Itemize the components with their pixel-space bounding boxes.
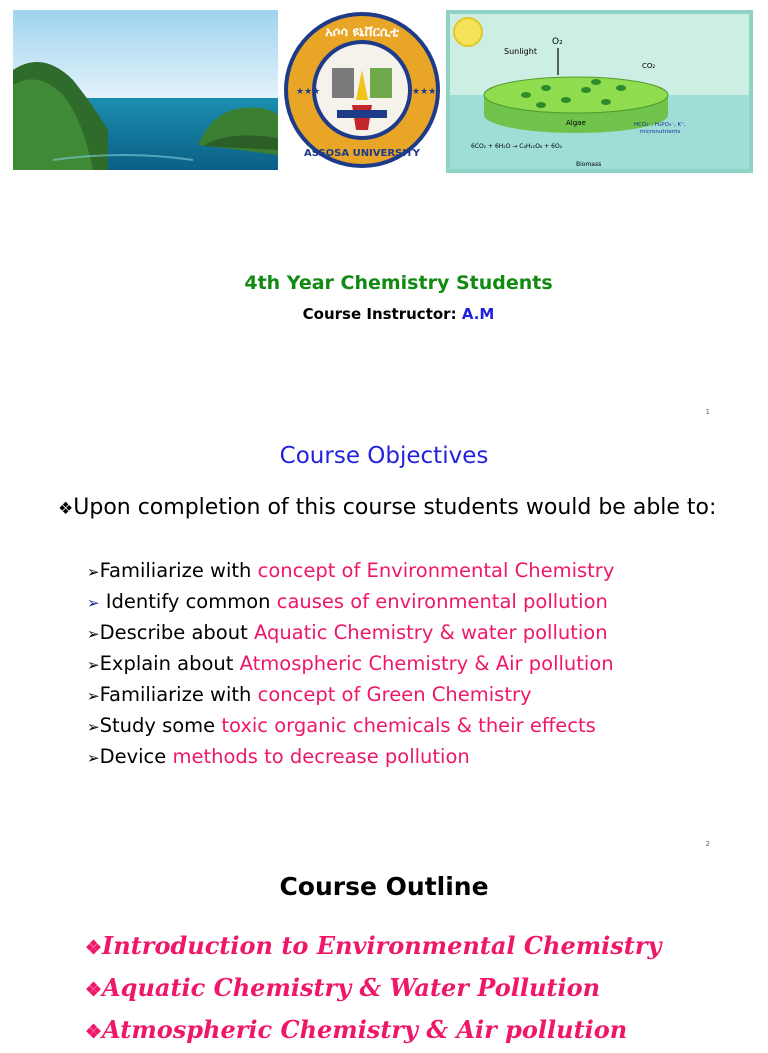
objective-highlight: concept of Green Chemistry [257,683,532,706]
objective-item [87,648,747,679]
algae-photosynthesis-diagram [446,10,753,173]
objective-prefix: Identify common [99,590,277,613]
course-instructor-line [0,305,768,323]
objective-item [87,741,747,772]
outline-item-text: Atmospheric Chemistry & Air pollution [102,1015,628,1044]
objective-highlight: Aquatic Chemistry & water pollution [253,621,608,644]
svg-text:Algae: Algae [566,119,586,127]
outline-item-text: Aquatic Chemistry & Water Pollution [102,973,601,1002]
diamond-bullet-icon: ❖ [85,979,103,1001]
objective-prefix: Explain about [99,652,240,675]
objective-item [87,586,747,617]
svg-text:★★★: ★★★ [296,87,321,97]
course-objectives-heading: Course Objectives [279,443,489,469]
svg-text:CO₂: CO₂ [642,62,656,70]
objective-highlight: methods to decrease pollution [172,745,470,768]
objective-item [87,679,747,710]
objective-highlight: causes of environmental pollution [276,590,608,613]
arrow-bullet-icon: ➢ [87,749,100,767]
svg-text:Sunlight: Sunlight [504,47,537,56]
objective-highlight: concept of Environmental Chemistry [257,559,615,582]
objective-item [87,617,747,648]
svg-text:አሶሳ ዩኒቨርሲቲ: አሶሳ ዩኒቨርሲቲ [325,25,399,40]
arrow-bullet-icon: ➢ [87,656,100,674]
objective-prefix: Study some [99,714,222,737]
arrow-bullet-icon: ➢ [87,594,100,612]
arrow-bullet-icon: ➢ [87,625,100,643]
arrow-bullet-icon: ➢ [87,718,100,736]
svg-text:micronutrients: micronutrients [640,129,681,135]
svg-text:★★★: ★★★ [412,87,437,97]
diamond-bullet-icon: ❖ [58,499,74,519]
svg-text:HCO₃⁻, H₂PO₄⁻, K⁺,: HCO₃⁻, H₂PO₄⁻, K⁺, [634,122,686,128]
instructor-label: Course Instructor: [302,305,457,323]
objectives-intro [58,495,718,522]
objective-prefix: Describe about [99,621,254,644]
objective-prefix: Familiarize with [99,683,258,706]
diamond-bullet-icon: ❖ [85,1021,103,1043]
audience-title: 4th Year Chemistry Students [244,272,553,294]
objective-highlight: Atmospheric Chemistry & Air pollution [239,652,614,675]
coastal-landscape-image [13,10,278,170]
objective-prefix: Familiarize with [99,559,258,582]
svg-text:ASSOSA UNIVERSITY: ASSOSA UNIVERSITY [303,148,421,159]
objective-item [87,710,747,741]
outline-item [85,1009,661,1051]
objective-highlight: toxic organic chemicals & their effects [221,714,596,737]
instructor-name: A.M [461,305,495,323]
svg-text:6CO₂ + 6H₂O → C₆H₁₂O₆ + 6O₂: 6CO₂ + 6H₂O → C₆H₁₂O₆ + 6O₂ [471,143,563,150]
outline-item-text: Introduction to Environmental Chemistry [102,931,662,960]
outline-item [85,967,661,1009]
arrow-bullet-icon: ➢ [87,687,100,705]
objectives-list [87,555,747,772]
diamond-bullet-icon: ❖ [85,937,103,959]
objective-prefix: Device [99,745,173,768]
assosa-university-logo [282,10,442,170]
course-outline-heading: Course Outline [279,872,489,901]
slide-1 [0,0,768,430]
svg-text:Biomass: Biomass [576,161,602,168]
objective-item [87,555,747,586]
arrow-bullet-icon: ➢ [87,563,100,581]
slide-number: 2 [705,840,710,848]
course-outline-list [85,925,661,1051]
svg-text:O₂: O₂ [552,37,563,47]
objectives-intro-text: Upon completion of this course students would be able to: [73,495,717,520]
slide-number: 1 [705,408,710,416]
outline-item [85,925,661,967]
